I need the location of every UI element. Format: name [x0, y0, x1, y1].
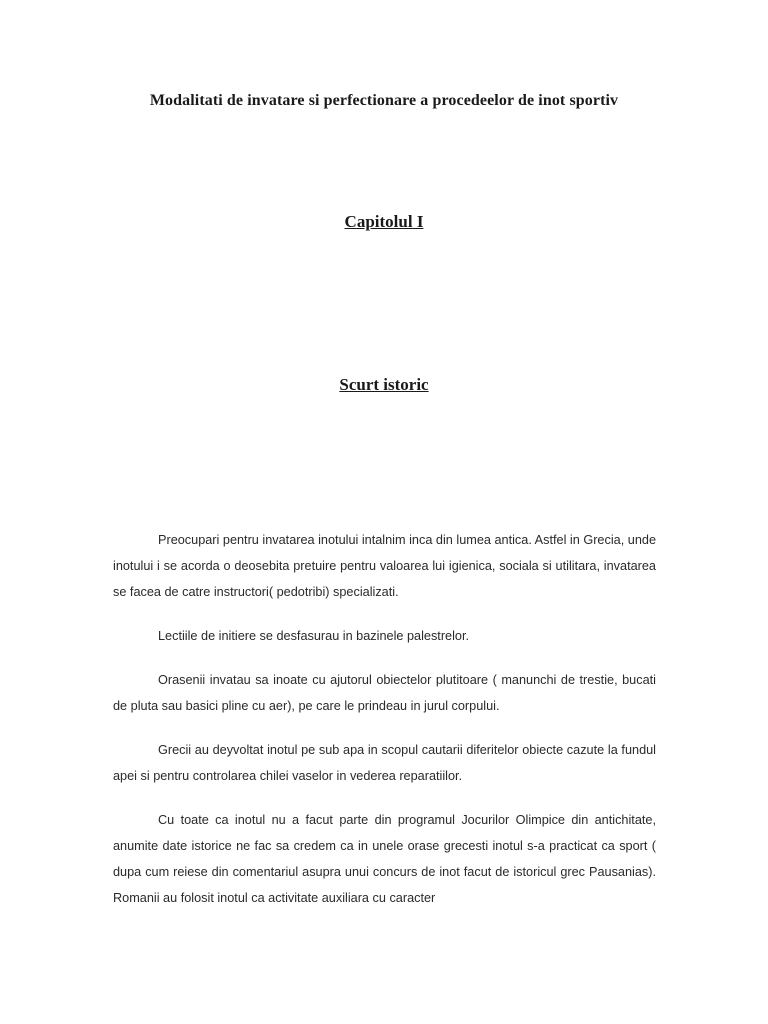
paragraph: Cu toate ca inotul nu a facut parte din programul Jocurilor Olimpice din antichitate, anumite date istorice ne fac sa credem ca in unele orase grecesti inotul s-a practicat ca sport ( dupa cum reiese din comentariul asupra unui concurs de inot facut de istoricul grec Pausanias). Romanii au folosit inotul ca activitate auxiliara cu caracter [113, 813, 656, 905]
paragraph: Orasenii invatau sa inoate cu ajutorul obiectelor plutitoare ( manunchi de trestie, bucati de pluta sau basici pline cu aer), pe care le prindeau in jurul corpului. [113, 673, 656, 713]
body-text [113, 527, 656, 929]
paragraph: Lectiile de initiere se desfasurau in bazinele palestrelor. [158, 629, 470, 643]
chapter-heading: Capitolul I [344, 212, 424, 231]
paragraph: Preocupari pentru invatarea inotului intalnim inca din lumea antica. Astfel in Grecia, unde inotului i se acorda o deosebita pretuire pentru valoarea lui igienica, sociala si utilitara, invatarea se facea de catre instructori( pedotribi) specializati. [113, 533, 656, 599]
paragraph: Grecii au deyvoltat inotul pe sub apa in scopul cautarii diferitelor obiecte cazute la fundul apei si pentru controlarea chilei vaselor in vederea reparatiilor. [113, 743, 656, 783]
document-title: Modalitati de invatare si perfectionare a procedeelor de inot sportiv [149, 92, 619, 109]
section-heading: Scurt istoric [339, 375, 429, 394]
